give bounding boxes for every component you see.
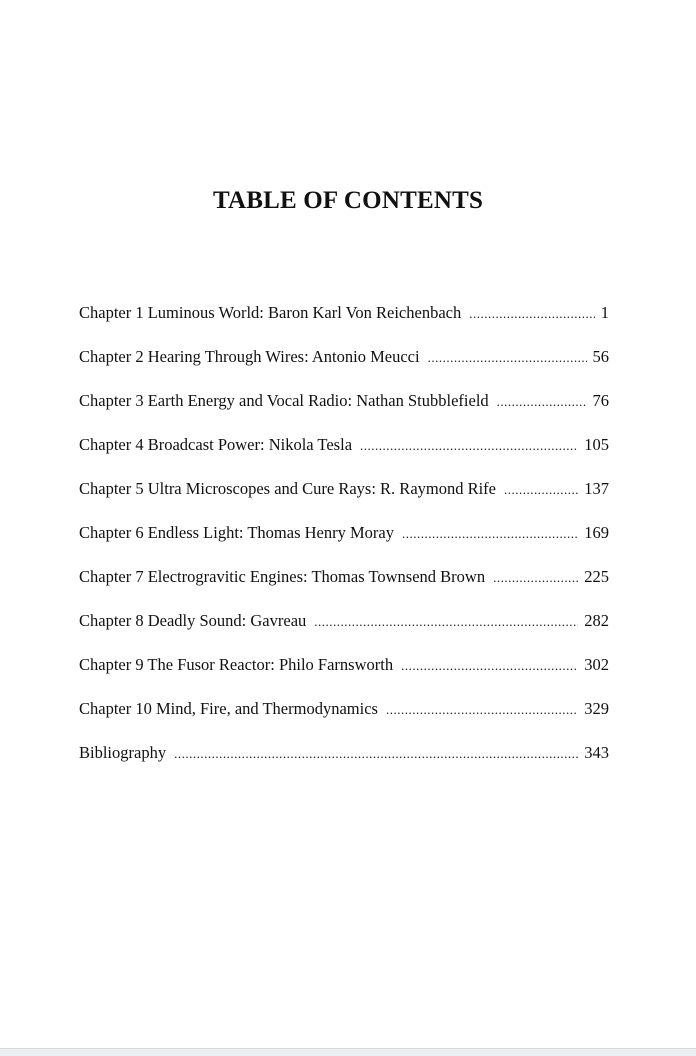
toc-entry-label: Chapter 6 Endless Light: Thomas Henry Moray xyxy=(79,523,394,542)
toc-entry-label: Chapter 4 Broadcast Power: Nikola Tesla xyxy=(79,435,353,454)
toc-page-number: 329 xyxy=(584,699,609,718)
dot-leader xyxy=(428,345,587,371)
toc-list xyxy=(79,300,609,784)
dot-leader xyxy=(402,521,578,547)
toc-entry-label: Chapter 3 Earth Energy and Vocal Radio: Nathan Stubblefield xyxy=(79,391,489,410)
dot-leader xyxy=(386,697,578,723)
toc-entry-label: Chapter 9 The Fusor Reactor: Philo Farnsworth xyxy=(79,655,394,674)
toc-page-number: 137 xyxy=(584,479,609,498)
toc-entry xyxy=(79,300,609,344)
dot-leader xyxy=(497,389,587,415)
dot-leader xyxy=(504,477,578,503)
dot-leader xyxy=(401,653,578,679)
toc-entry xyxy=(79,476,609,520)
toc-entry-label: Bibliography xyxy=(79,743,167,762)
dot-leader xyxy=(493,565,578,591)
toc-entry xyxy=(79,344,609,388)
dot-leader xyxy=(174,741,578,767)
toc-entry-label: Chapter 2 Hearing Through Wires: Antonio Meucci xyxy=(79,347,420,366)
toc-entry xyxy=(79,432,609,476)
toc-page-number: 1 xyxy=(600,303,609,322)
toc-page-number: 302 xyxy=(584,655,609,674)
dot-leader xyxy=(469,301,595,327)
page-title: TABLE OF CONTENTS xyxy=(212,187,484,214)
toc-entry xyxy=(79,740,609,784)
toc-page-number: 343 xyxy=(584,743,609,762)
toc-page-number: 56 xyxy=(592,347,609,366)
toc-entry xyxy=(79,564,609,608)
toc-page-number: 105 xyxy=(584,435,609,454)
toc-entry-label: Chapter 7 Electrogravitic Engines: Thomas Townsend Brown xyxy=(79,567,486,586)
toc-entry xyxy=(79,652,609,696)
toc-page-number: 282 xyxy=(584,611,609,630)
dot-leader xyxy=(360,433,578,459)
toc-entry xyxy=(79,696,609,740)
toc-page-number: 225 xyxy=(584,567,609,586)
toc-entry-label: Chapter 8 Deadly Sound: Gavreau xyxy=(79,611,307,630)
toc-entry xyxy=(79,388,609,432)
viewer-bottom-edge xyxy=(0,1048,696,1056)
toc-page-number: 169 xyxy=(584,523,609,542)
dot-leader xyxy=(314,609,578,635)
toc-entry-label: Chapter 10 Mind, Fire, and Thermodynamics xyxy=(79,699,378,718)
toc-entry-label: Chapter 5 Ultra Microscopes and Cure Rays: R. Raymond Rife xyxy=(79,479,497,498)
toc-entry xyxy=(79,520,609,564)
toc-entry-label: Chapter 1 Luminous World: Baron Karl Von Reichenbach xyxy=(79,303,462,322)
toc-page-number: 76 xyxy=(592,391,609,410)
toc-entry xyxy=(79,608,609,652)
